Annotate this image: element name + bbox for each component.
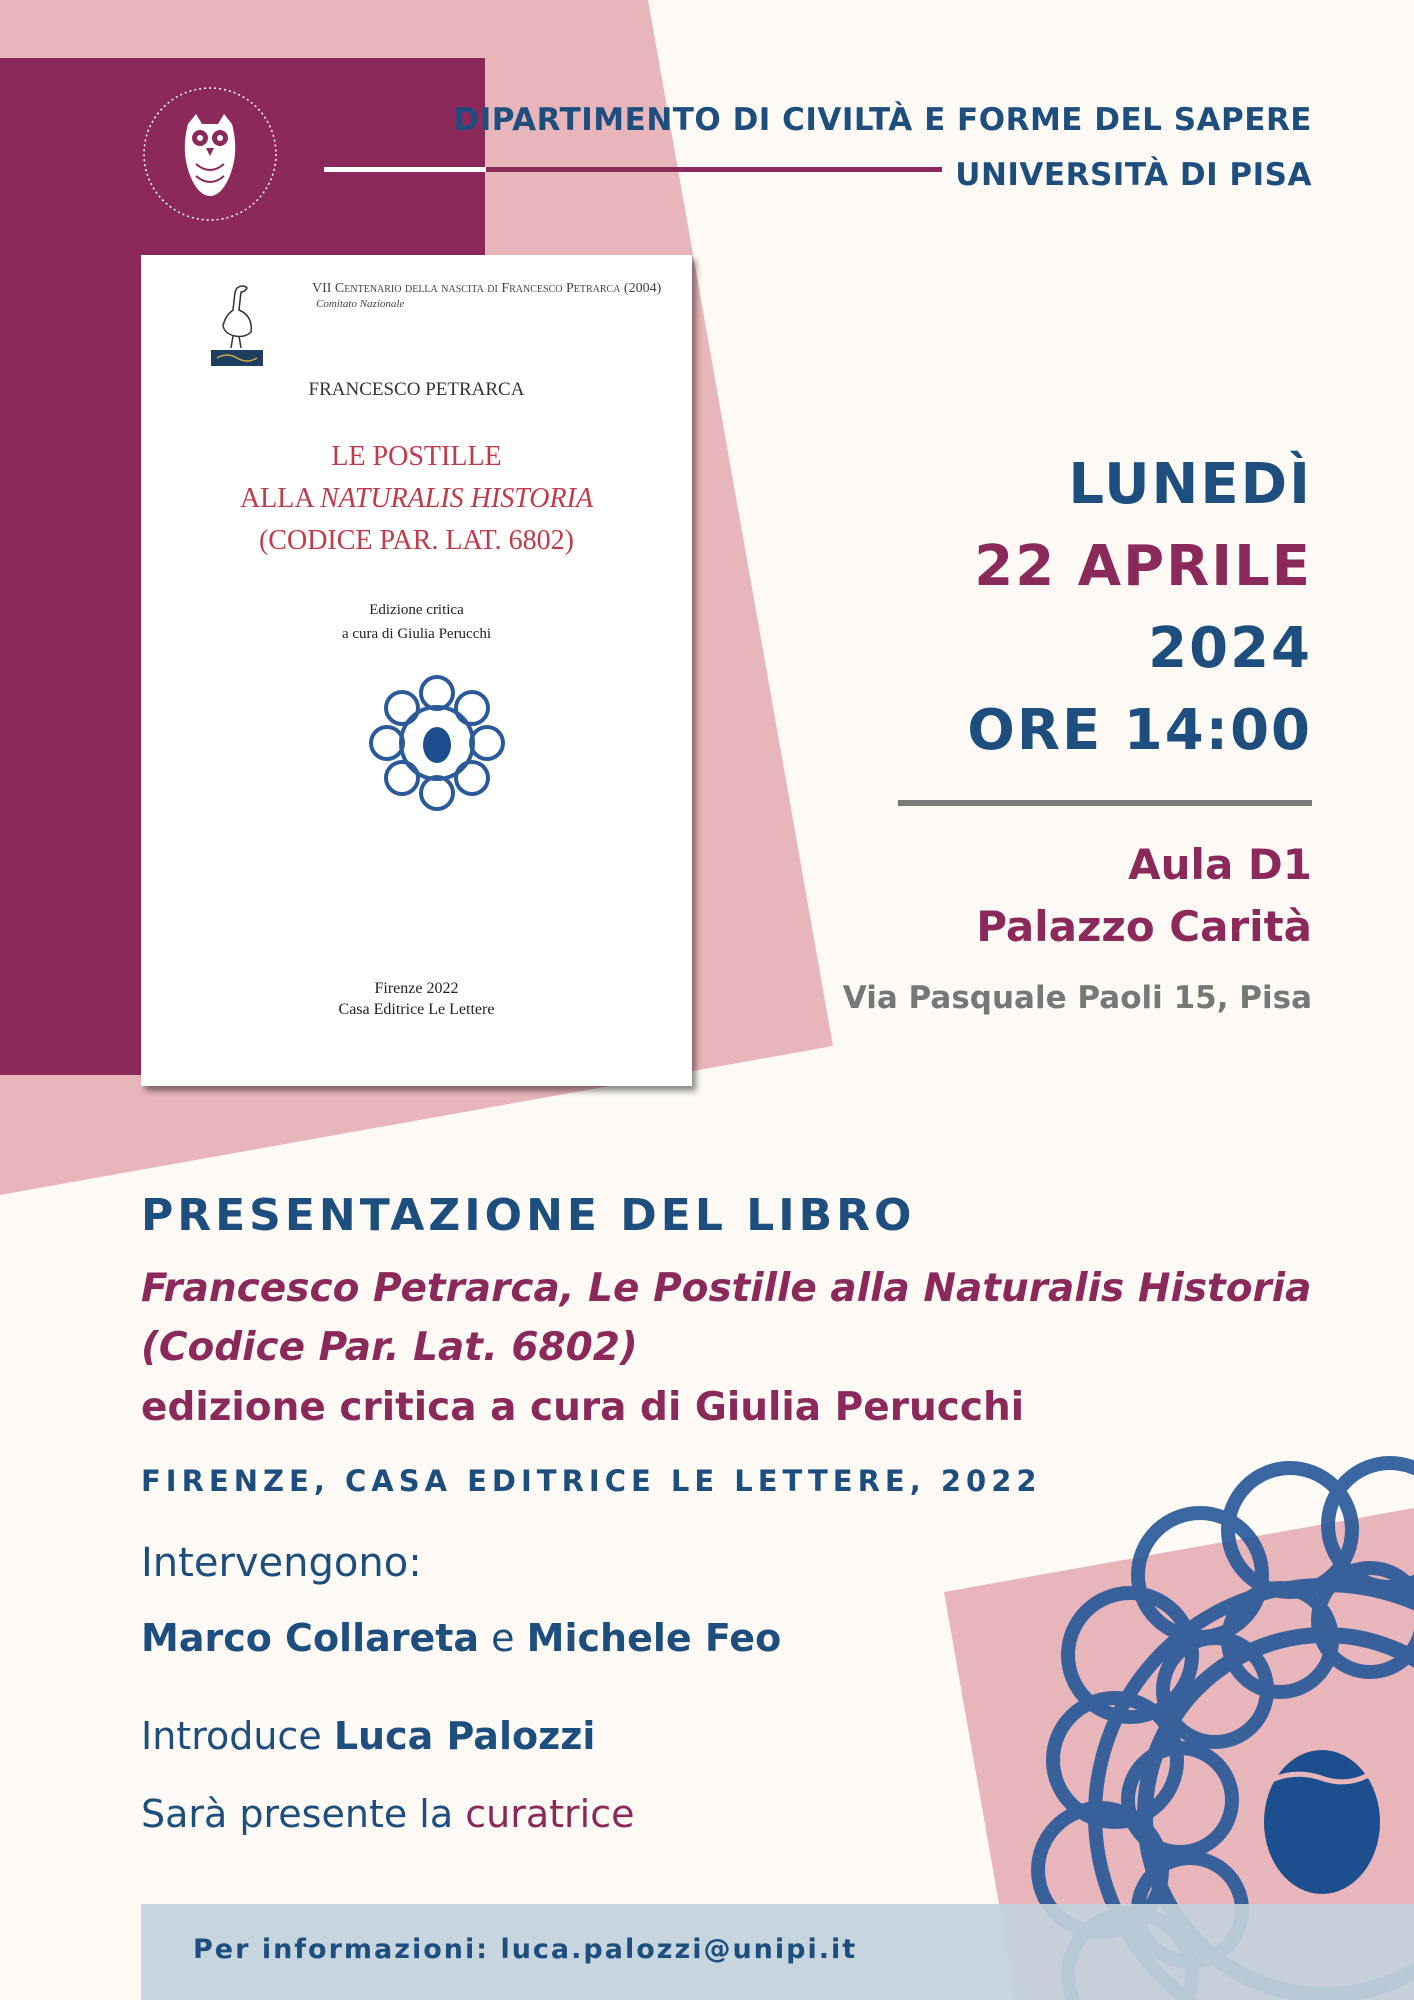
book-cover	[141, 255, 692, 1086]
cover-committee: Comitato Nazionale	[316, 298, 405, 310]
venue-building: Palazzo Carità	[976, 902, 1312, 951]
cover-edition-line1: Edizione critica	[369, 602, 464, 618]
speaker-2: Michele Feo	[526, 1616, 782, 1660]
curator-note	[141, 1792, 635, 1836]
university-name: UNIVERSITÀ DI PISA	[955, 157, 1312, 193]
event-time: ORE 14:00	[967, 698, 1312, 763]
department-logo	[140, 84, 280, 224]
cover-title-line1: LE POSTILLE	[331, 441, 502, 472]
introducer-name: Luca Palozzi	[333, 1714, 596, 1758]
presentation-heading: PRESENTAZIONE DEL LIBRO	[141, 1190, 916, 1241]
cover-edition-line2: a cura di Giulia Perucchi	[341, 626, 492, 642]
info-contact: Per informazioni: luca.palozzi@unipi.it	[193, 1934, 858, 1965]
header-divider-wine	[486, 167, 942, 172]
cover-series: VII Centenario della nascita di Francesco Petrarca (2004)	[312, 281, 662, 296]
speaker-1: Marco Collareta	[141, 1616, 480, 1660]
book-title-line1: Francesco Petrarca, Le Postille alla Naturalis Historia	[141, 1266, 1312, 1311]
crane-emblem-icon	[209, 282, 265, 368]
introducer	[141, 1714, 595, 1758]
speakers-label: Intervengono:	[141, 1540, 422, 1586]
event-year: 2024	[1148, 616, 1312, 681]
event-date: 22 APRILE	[974, 534, 1312, 599]
cover-title-line3: (CODICE PAR. LAT. 6802)	[258, 525, 574, 556]
introducer-label: Introduce	[141, 1714, 322, 1758]
cover-rosette-icon	[367, 673, 507, 813]
book-title-line2: (Codice Par. Lat. 6802)	[141, 1325, 638, 1370]
curator-prefix: Sarà presente la	[141, 1792, 454, 1836]
header-divider-white	[324, 167, 486, 172]
medallion-head-icon	[1264, 1750, 1380, 1894]
owl-icon	[140, 84, 280, 224]
publisher-line: FIRENZE, CASA EDITRICE LE LETTERE, 2022	[141, 1464, 1042, 1498]
event-day: LUNEDÌ	[1068, 452, 1312, 517]
venue-address: Via Pasquale Paoli 15, Pisa	[842, 980, 1312, 1016]
date-divider	[898, 800, 1312, 806]
cover-publisher: Casa Editrice Le Lettere	[338, 1001, 495, 1018]
speakers-conjunction: e	[491, 1616, 515, 1660]
cover-author: FRANCESCO PETRARCA	[308, 379, 525, 400]
book-edition: edizione critica a cura di Giulia Perucchi	[141, 1385, 1025, 1430]
cover-title-line2-italic: NATURALIS HISTORIA	[320, 483, 594, 514]
venue-room: Aula D1	[1128, 840, 1312, 889]
speakers-names	[141, 1616, 781, 1660]
curator-word: curatrice	[465, 1792, 635, 1836]
cover-title-line2-prefix: ALLA	[239, 483, 321, 514]
department-name: DIPARTIMENTO DI CIVILTÀ E FORME DEL SAPERE	[453, 102, 1312, 138]
cover-title-line2	[141, 478, 692, 520]
cover-place-year: Firenze 2022	[374, 980, 459, 997]
